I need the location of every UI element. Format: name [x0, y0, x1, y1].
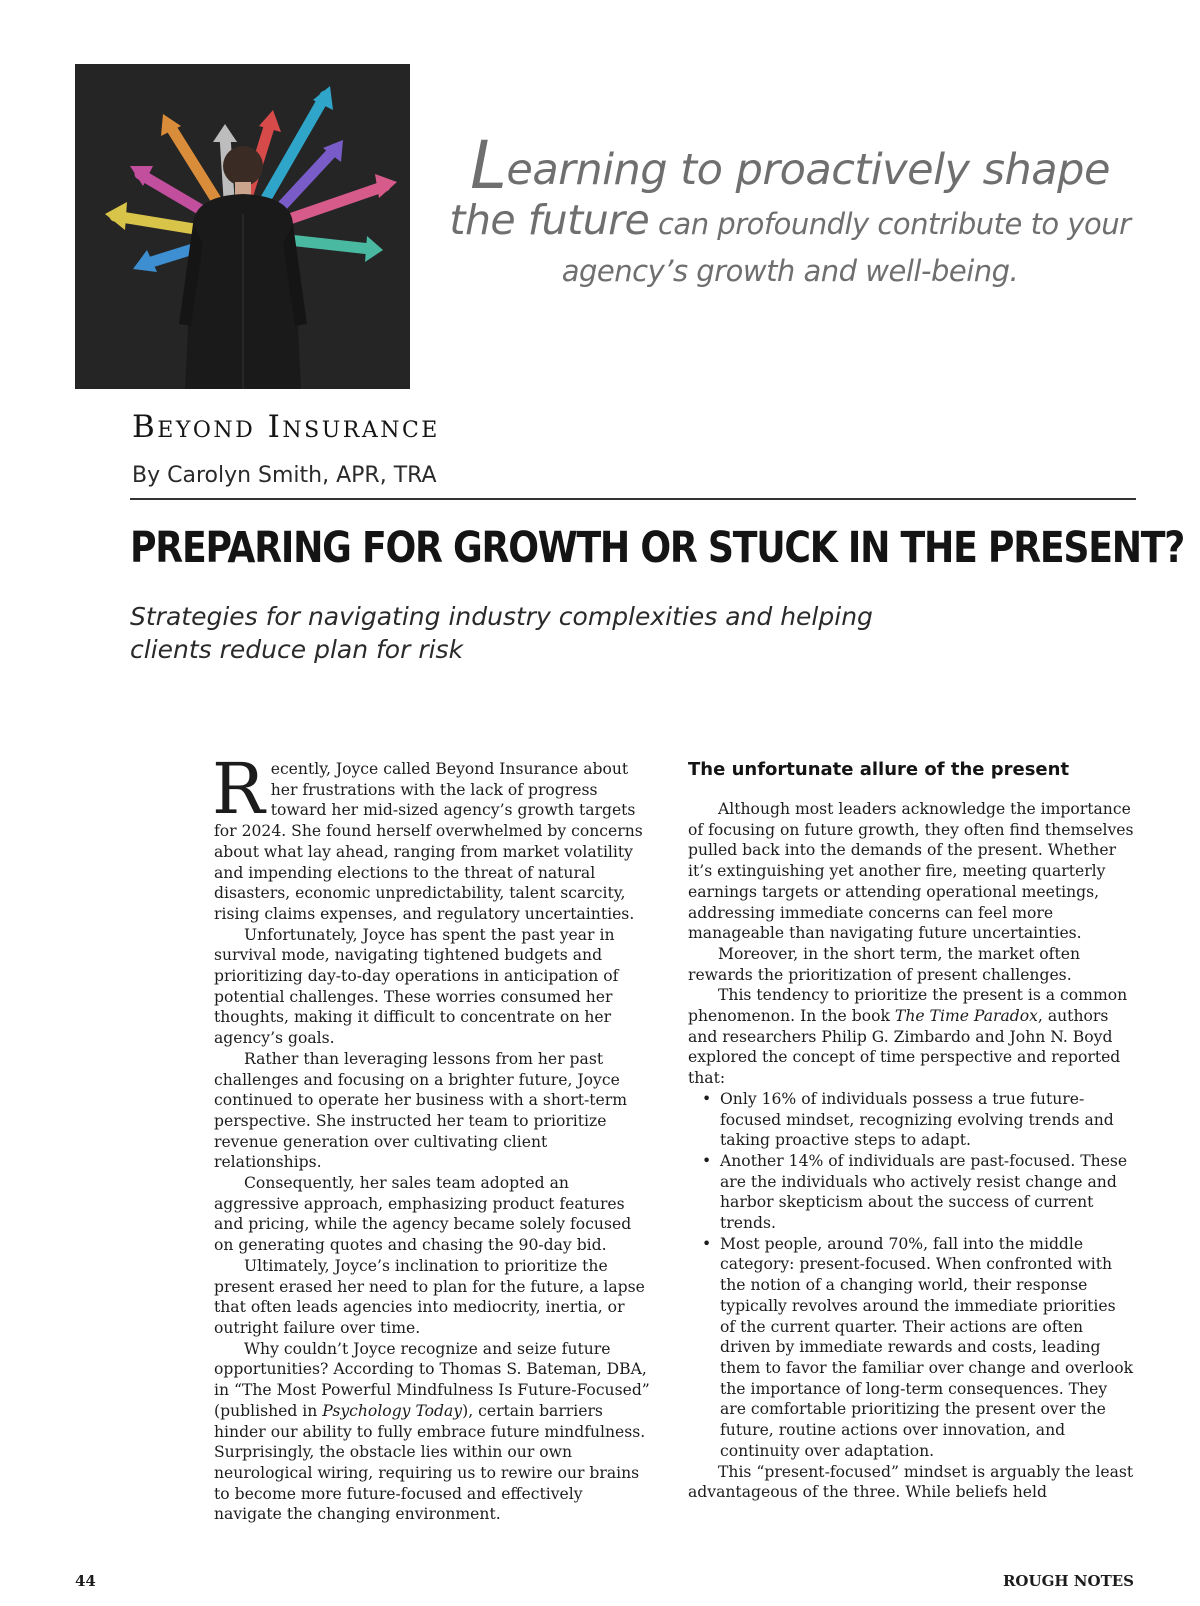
body-paragraph — [688, 985, 1134, 1089]
text-run: ), certain barriers hinder our ability to fully embrace future mindfulness. Surprisingly, the obstacle lies within our own neurological wiring, requiring us to rewire our brains to become more future-focused and effectively navigate the changing environment. — [214, 1401, 646, 1524]
column-name: Beyond Insurance — [132, 409, 440, 445]
body-paragraph: Rather than leveraging lessons from her past challenges and focusing on a brighter future, Joyce continued to operate her business with a short-term perspective. She instructed her team to prioritize revenue generation over cultivating client relationships. — [214, 1049, 628, 1172]
publication-title: Psychology Today — [322, 1401, 463, 1420]
list-item: • Most people, around 70%, fall into the middle category: present-focused. When confronted with the notion of a changing world, their response typically revolves around the immediate priorities of the current quarter. Their actions are often driven by immediate rewards and costs, leading them to favor the familiar over change and overlook the importance of long-term consequences. They are comfortable prioritizing the present over the future, routine actions over innovation, and continuity over adaptation. — [688, 1234, 1134, 1462]
right-column — [688, 759, 1134, 1503]
page-number: 44 — [75, 1572, 96, 1590]
statistics-list — [688, 1089, 1134, 1462]
intro-paragraph — [212, 748, 654, 925]
pull-quote-line-3: agency’s growth and well-being. — [561, 254, 1019, 288]
byline: By Carolyn Smith, APR, TRA — [132, 463, 437, 488]
body-paragraph: Although most leaders acknowledge the importance of focusing on future growth, they often find themselves pulled back into the demands of the present. Whether it’s extinguishing yet another fire, meeting quarterly earnings targets or attending operational meetings, addressing immediate concerns can feel more manageable than navigating future uncertainties. — [688, 800, 1134, 943]
body-paragraph: Ultimately, Joyce’s inclination to prioritize the present erased her need to plan for the future, a lapse that often leads agencies into mediocrity, inertia, or outright failure over time. — [214, 1256, 645, 1337]
text-run: , authors and researchers Philip G. Zimbardo and John N. Boyd explored the concept of time perspective and reported that: — [688, 1007, 1121, 1088]
header-divider — [130, 498, 1136, 500]
pull-quote-line-2-text: can profoundly contribute to your — [657, 207, 1131, 241]
section-subhead: The unfortunate allure of the present — [688, 759, 1070, 780]
body-paragraph: Unfortunately, Joyce has spent the past year in survival mode, navigating tightened budgets and prioritizing day-to-day operations in anticipation of potential challenges. These worries consumed her thoughts, making it difficult to concentrate on her agency’s goals. — [214, 925, 619, 1048]
chalk-arrows-illustration — [75, 64, 410, 389]
article-headline: PREPARING FOR GROWTH OR STUCK IN THE PRESENT? — [130, 523, 1185, 573]
article-photo — [75, 64, 410, 389]
pull-quote-line-2 — [430, 196, 1150, 248]
pull-quote-emphasis: the future — [449, 196, 650, 244]
body-paragraph: This “present-focused” mindset is arguably the least advantageous of the three. While beliefs held — [688, 1462, 1134, 1502]
text-run: This tendency to prioritize the present is a common phenomenon. In the book — [688, 986, 1128, 1026]
article-dropcap: R — [212, 748, 265, 830]
left-column — [212, 748, 654, 1525]
pull-quote — [430, 127, 1150, 294]
body-paragraph: Consequently, her sales team adopted an aggressive approach, emphasizing product features and pricing, while the agency became solely focused on generating quotes and chasing the 90-day bid. — [214, 1174, 632, 1255]
body-paragraph — [214, 1339, 654, 1525]
list-item: • Another 14% of individuals are past-focused. These are the individuals who actively resist change and harbor skepticism about the success of current trends. — [688, 1151, 1134, 1234]
article-deck: Strategies for navigating industry complexities and helping clients reduce plan for risk — [130, 602, 873, 664]
body-paragraph: Moreover, in the short term, the market often rewards the prioritization of present challenges. — [688, 944, 1080, 984]
book-title: The Time Paradox — [894, 1007, 1038, 1026]
magazine-name: ROUGH NOTES — [1002, 1572, 1134, 1590]
text-run: Why couldn’t Joyce recognize and seize future opportunities? According to Thomas S. Bateman, DBA, in “The Most Powerful Mindfulness Is Future-Focused” (published in — [214, 1339, 650, 1420]
pull-quote-dropcap: L — [470, 127, 507, 204]
pull-quote-line-1 — [430, 127, 1150, 204]
intro-paragraph-text: ecently, Joyce called Beyond Insurance about her frustrations with the lack of progress toward her mid-sized agency’s growth targets for 2024. She found herself overwhelmed by concerns about what lay ahead, ranging from market volatility and impending elections to the threat of natural disasters, economic unpredictability, talent scarcity, rising claims expenses, and regulatory uncertainties. — [214, 760, 643, 923]
list-item: • Only 16% of individuals possess a true future-focused mindset, recognizing evolving trends and taking proactive steps to adapt. — [688, 1089, 1134, 1151]
pull-quote-line-1-text: earning to proactively shape — [506, 145, 1110, 195]
